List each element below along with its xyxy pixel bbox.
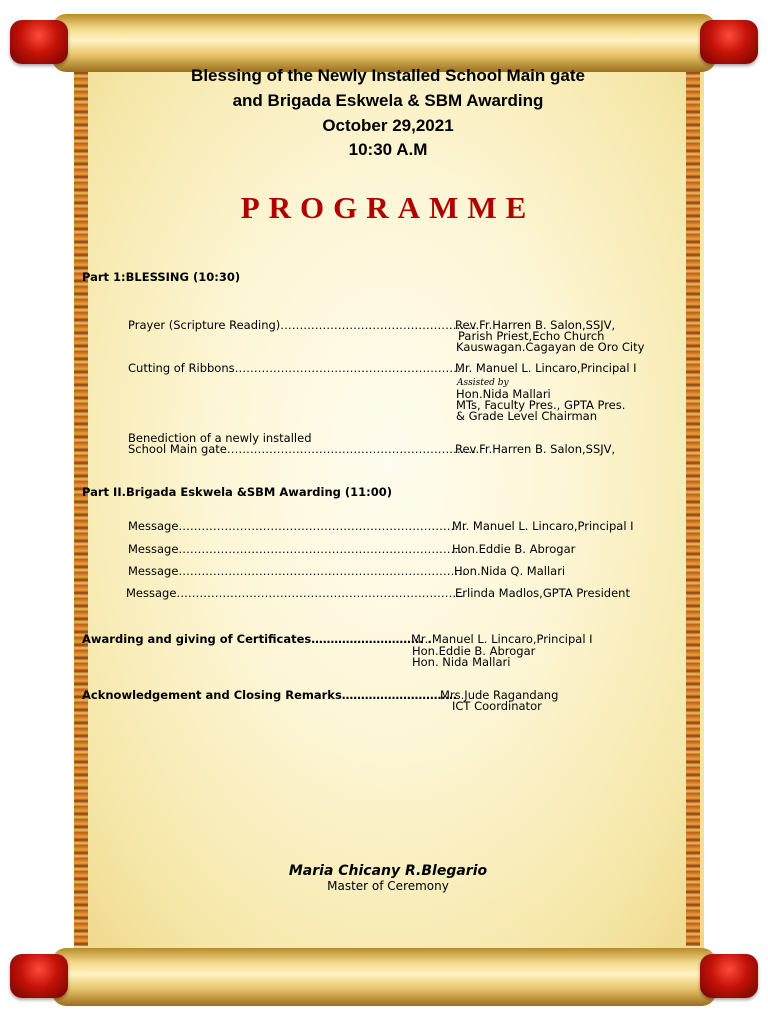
prayer-person-line3: Kauswagan.Cagayan de Oro City [456,340,645,354]
message-label: Message………………………………………………………………… [128,564,466,578]
emcee-name: Maria Chicany R.Blegario [288,863,488,879]
message-label: Message………………………………………………………………… [128,519,466,533]
awarding-person-line1: Mr. Manuel L. Lincaro,Principal I [411,632,593,646]
top-right-rod-cap [700,20,758,64]
prayer-person-line2: Parish Priest,Echo Church [458,329,605,343]
ribbon-assist-line3: & Grade Level Chairman [456,409,597,423]
part1-heading: Part 1:BLESSING (10:30) [82,270,241,284]
event-date: October 29,2021 [322,116,454,135]
benediction-person: Rev.Fr.Harren B. Salon,SSJV, [455,442,616,456]
benediction-line2: School Main gate……………………………………………………….. [128,442,476,456]
message-person: Mr. Manuel L. Lincaro,Principal I [452,519,634,533]
awarding-person-line2: Hon.Eddie B. Abrogar [412,644,536,658]
ribbon-assist-line1: Hon.Nida Mallari [456,387,551,401]
message-person: Erlinda Madlos,GPTA President [455,586,630,600]
message-label: Message………………………………………………………………… [126,586,464,600]
ribbon-label: Cutting of Ribbons…………………………………………………… [128,361,465,375]
message-person: Hon.Eddie B. Abrogar [452,542,576,556]
part2-heading: Part II.Brigada Eskwela &SBM Awarding (11:00) [82,485,393,499]
event-title-line1: Blessing of the Newly Installed School Main gate [191,66,585,85]
prayer-label: Prayer (Scripture Reading)…………………………………………… [128,318,476,332]
top-scroll-rod [0,14,768,72]
emcee-role: Master of Ceremony [327,879,449,893]
benediction-line1: Benediction of a newly installed [128,431,312,445]
event-time: 10:30 A.M [348,140,428,159]
bottom-scroll-rod [0,948,768,1006]
awarding-label: Awarding and giving of Certificates……………………….. . [82,632,432,646]
closing-person-line1: Mrs.Jude Ragandang [440,688,559,702]
ribbon-assist-line2: MTs, Faculty Pres., GPTA Pres. [456,398,626,412]
awarding-person-line3: Hon. Nida Mallari [412,655,511,669]
closing-label: Acknowledgement and Closing Remarks………………………… [82,688,457,702]
top-rod-bar [52,14,716,72]
message-person: Hon.Nida Q. Mallari [454,564,566,578]
programme-title: PROGRAMME [240,190,536,225]
event-title-line2: and Brigada Eskwela & SBM Awarding [232,91,544,110]
closing-person-line2: ICT Coordinator [452,699,542,713]
ribbon-person: Mr. Manuel L. Lincaro,Principal I [455,361,637,375]
message-label: Message………………………………………………………………… [128,542,466,556]
bottom-rod-bar [52,948,716,1006]
bottom-right-rod-cap [700,954,758,998]
left-ornamental-border [74,66,88,946]
assisted-by: Assisted by [457,378,509,388]
top-left-rod-cap [10,20,68,64]
right-ornamental-border [686,66,700,946]
prayer-person: Rev.Fr.Harren B. Salon,SSJV, [455,318,616,332]
bottom-left-rod-cap [10,954,68,998]
